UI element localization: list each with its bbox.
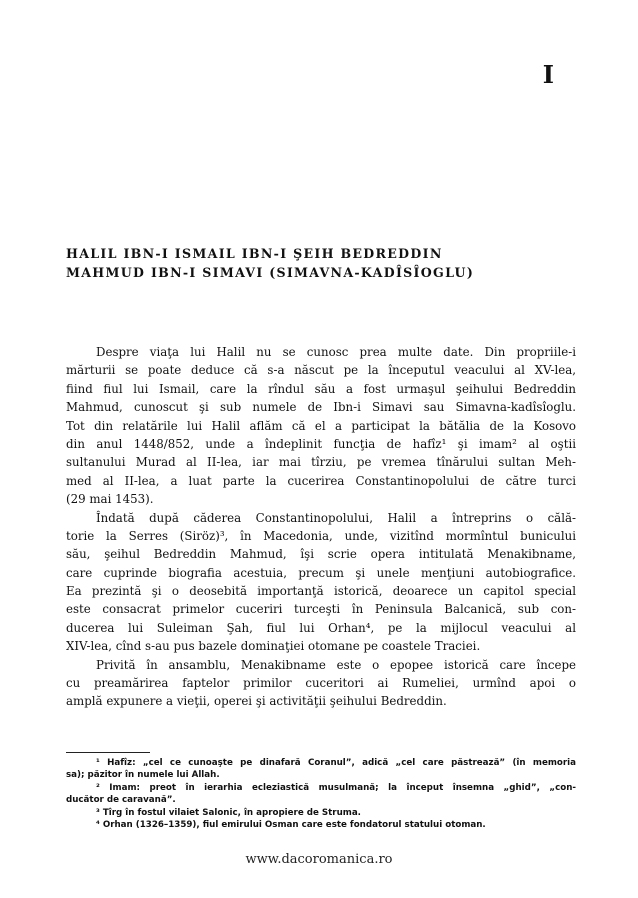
- body-line: său, şeihul Bedreddin Mahmud, îşi scrie opera intitulată Menakibname,: [66, 547, 576, 562]
- body-line: cu preamărirea faptelor primilor cuceritori ai Rumeliei, urmînd apoi o: [66, 676, 576, 691]
- body-line: Îndată după căderea Constantinopolului, Halil a întreprins o călă-: [96, 510, 576, 525]
- body-line: este consacrat primelor cuceriri turceşti în Peninsula Balcanică, sub con-: [66, 602, 576, 617]
- body-line: fiind fiul lui Ismail, care la rîndul său a fost urmaşul şeihului Bedreddin: [66, 381, 576, 396]
- body-line: Mahmud, cunoscut şi sub numele de Ibn-i Simavi sau Simavna-kadîsîoglu.: [66, 400, 576, 415]
- body-line: amplă expunere a vieţii, operei şi activităţii şeihului Bedreddin.: [66, 694, 447, 709]
- body-line: med al II-lea, a luat parte la cucerirea Constantinopolului de către turci: [66, 473, 576, 488]
- footnote-line: ³ Tîrg în fostul vilaiet Salonic, în apropiere de Struma.: [96, 807, 361, 818]
- footer-url: www.dacoromanica.ro: [245, 852, 393, 867]
- body-line: Privită în ansamblu, Menakibname este o epopee istorică care începe: [96, 657, 576, 672]
- footnote-line: sa); păzitor în numele lui Allah.: [66, 770, 220, 781]
- body-line: torie la Serres (Siröz)³, în Macedonia, unde, vizitînd mormîntul bunicului: [66, 528, 576, 543]
- body-line: ducerea lui Suleiman Şah, fiul lui Orhan⁴, pe la mijlocul veacului al: [66, 620, 576, 635]
- body-line: care cuprinde biografia acestuia, precum şi unele menţiuni autobiografice.: [66, 565, 576, 580]
- body-line: Ea prezintă şi o deosebită importanţă istorică, deoarece un capitol special: [66, 584, 576, 599]
- chapter-number: I: [542, 60, 554, 89]
- body-line: din anul 1448/852, unde a îndeplinit funcţia de hafîz¹ şi imam² al oştii: [66, 436, 576, 451]
- body-line: XIV-lea, cînd s-au pus bazele dominaţiei otomane pe coastele Traciei.: [66, 639, 481, 654]
- footnote-line: ducător de caravană”.: [66, 795, 176, 806]
- footnote-line: ¹ Hafîz: „cel ce cunoaşte pe dinafară Coranul”, adică „cel care păstrează” (în memoria: [96, 758, 576, 768]
- chapter-title: [66, 244, 576, 282]
- title-line: MAHMUD IBN-I SIMAVI (SIMAVNA-KADÎSÎOGLU): [66, 265, 475, 280]
- body-line: (29 mai 1453).: [66, 492, 154, 507]
- body-text: [66, 343, 576, 711]
- footnote-divider: [66, 752, 150, 753]
- body-line: Despre viaţa lui Halil nu se cunosc prea multe date. Din propriile-i: [96, 345, 576, 359]
- footnote-line: ⁴ Orhan (1326–1359), fiul emirului Osman care este fondatorul statului otoman.: [96, 819, 486, 830]
- footnotes: [66, 757, 576, 831]
- title-line: HALIL IBN-I ISMAIL IBN-I ŞEIH BEDREDDIN: [66, 246, 443, 261]
- body-line: Tot din relatările lui Halil aflăm că el a participat la bătălia de la Kosovo: [66, 418, 576, 433]
- footnote-line: ² Imam: preot în ierarhia ecleziastică musulmană; la început însemna „ghid”, „con-: [96, 782, 576, 793]
- body-line: mărturii se poate deduce că s-a născut pe la începutul veacului al XV-lea,: [66, 363, 576, 378]
- body-line: sultanului Murad al II-lea, iar mai tîrziu, pe vremea tînărului sultan Meh-: [66, 455, 576, 470]
